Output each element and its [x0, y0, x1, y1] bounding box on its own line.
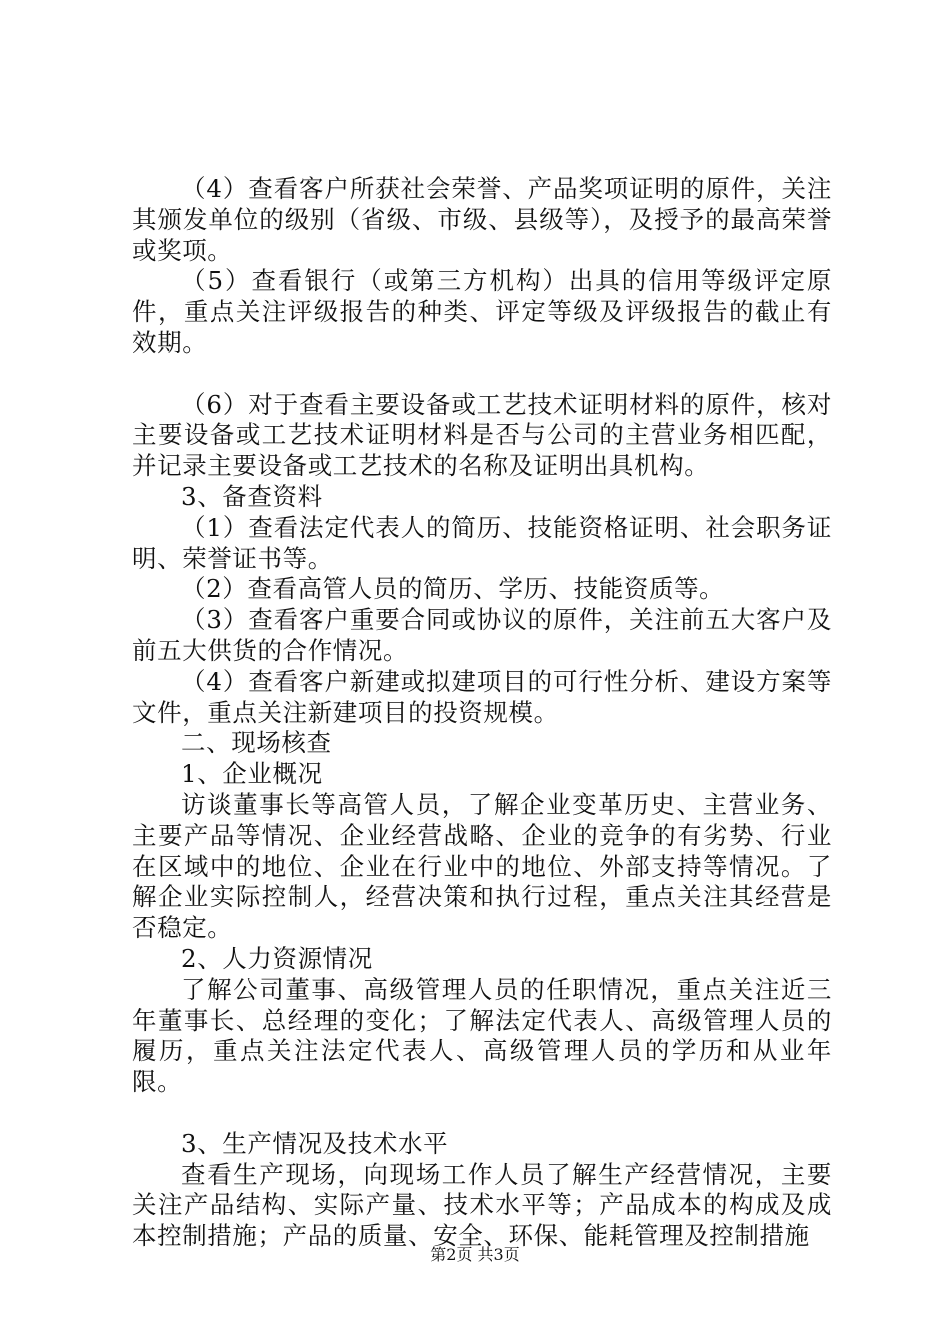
paragraph-credit-rating: （5）查看银行（或第三方机构）出具的信用等级评定原件，重点关注评级报告的种类、评定等级及评级报告的截止有效期。: [132, 266, 832, 357]
paragraph-company-overview: 访谈董事长等高管人员，了解企业变革历史、主营业务、主要产品等情况、企业经营战略、企业的竞争的有劣势、行业在区域中的地位、企业在行业中的地位、外部支持等情况。了解企业实际控制人，经营决策和执行过程，重点关注其经营是否稳定。: [132, 789, 832, 943]
paragraph-contracts: （3）查看客户重要合同或协议的原件，关注前五大客户及前五大供货的合作情况。: [132, 605, 832, 665]
paragraph-human-resources: 了解公司董事、高级管理人员的任职情况，重点关注近三年董事长、总经理的变化；了解法定代表人、高级管理人员的履历，重点关注法定代表人、高级管理人员的学历和从业年限。: [132, 974, 832, 1097]
document-body: [132, 174, 832, 1252]
page-footer: 第2页 共3页: [430, 1245, 520, 1264]
paragraph-production: 查看生产现场，向现场工作人员了解生产经营情况，主要关注产品结构、实际产量、技术水平等；产品成本的构成及成本控制措施；产品的质量、安全、环保、能耗管理及控制措施: [132, 1159, 832, 1251]
section-heading-production: 3、生产情况及技术水平: [181, 1128, 449, 1158]
section-heading-company-overview: 1、企业概况: [181, 759, 323, 789]
paragraph-executives: （2）查看高管人员的简历、学历、技能资质等。: [181, 574, 725, 604]
paragraph-legal-rep: （1）查看法定代表人的简历、技能资格证明、社会职务证明、荣誉证书等。: [132, 512, 832, 573]
paragraph-equipment: （6）对于查看主要设备或工艺技术证明材料的原件，核对主要设备或工艺技术证明材料是否与公司的主营业务相匹配，并记录主要设备或工艺技术的名称及证明出具机构。: [132, 389, 832, 481]
section-heading-human-resources: 2、人力资源情况: [181, 943, 373, 973]
section-heading-onsite-check: 二、现场核查: [181, 728, 332, 758]
paragraph-honors: （4）查看客户所获社会荣誉、产品奖项证明的原件，关注其颁发单位的级别（省级、市级、县级等），及授予的最高荣誉或奖项。: [132, 174, 832, 265]
paragraph-new-projects: （4）查看客户新建或拟建项目的可行性分析、建设方案等文件，重点关注新建项目的投资规模。: [132, 666, 832, 727]
section-heading-reference-materials: 3、备查资料: [181, 481, 323, 511]
